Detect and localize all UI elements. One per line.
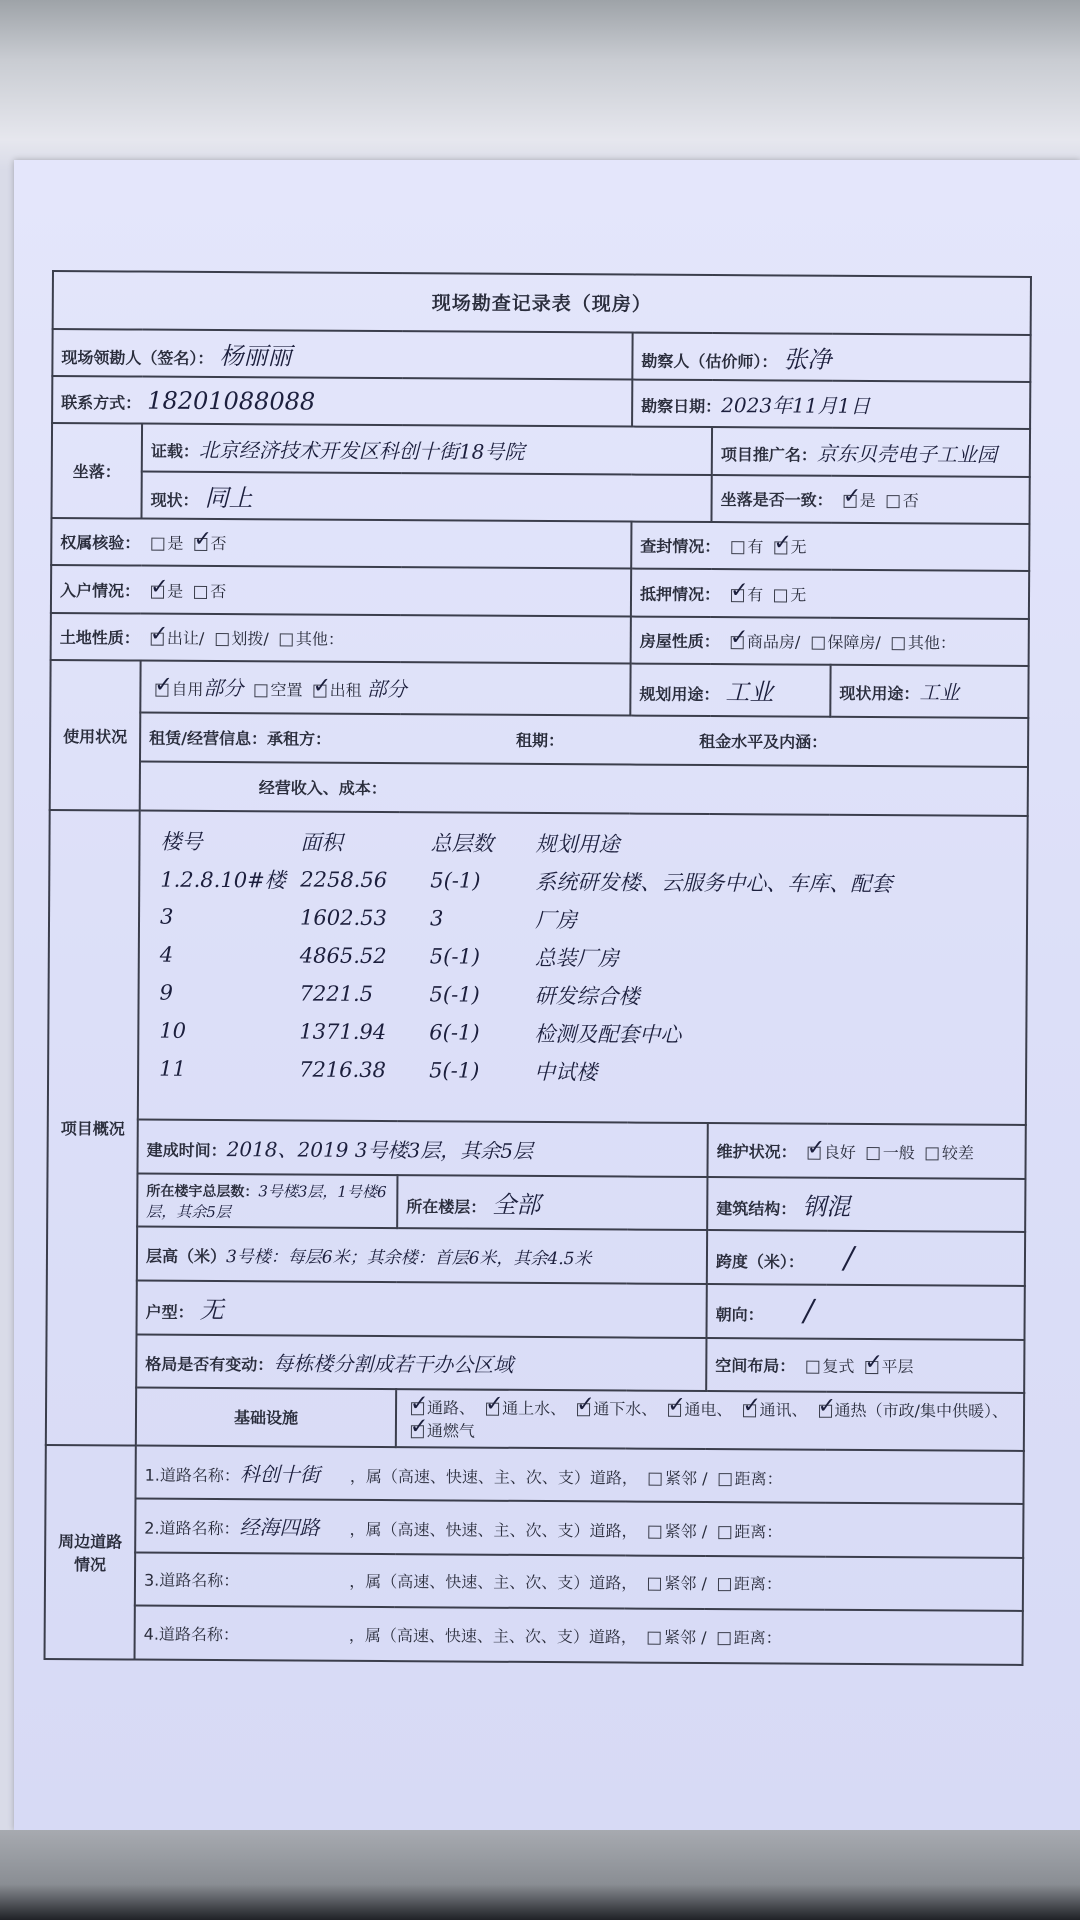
project-name-value[interactable]: 京东贝壳电子工业园 [816, 441, 997, 467]
summary-cell: 4 [159, 943, 174, 968]
summary-header-floors: 总层数 [430, 831, 494, 857]
current-value[interactable]: 同上 [204, 483, 253, 513]
type-label: 户型： [145, 1302, 194, 1323]
seal-have-checkbox[interactable] [731, 541, 744, 554]
layout-change-cell [136, 1334, 706, 1391]
summary-row [159, 1012, 1005, 1055]
usage-status-cell [140, 661, 630, 715]
summary-cell: 3 [429, 906, 444, 931]
infra-road-label: 通路、 [426, 1398, 476, 1418]
consistent-label: 坐落是否一致： [720, 489, 833, 510]
road-3-suffix: ，属（高速、快速、主、次、支）道路， [349, 1571, 638, 1593]
road-4-adjacent-checkbox[interactable] [648, 1631, 661, 1644]
structure-value[interactable]: 钢混 [802, 1192, 851, 1222]
summary-cell: 7216.38 [299, 1058, 387, 1083]
infra-heating-checkbox[interactable] [819, 1405, 832, 1418]
road-1-distance-checkbox[interactable] [719, 1473, 732, 1486]
house-commodity-checkbox[interactable] [731, 636, 744, 649]
rent-out-note: 部分 [366, 677, 407, 702]
road-2-suffix: ，属（高速、快速、主、次、支）道路， [349, 1520, 638, 1542]
house-other-label: 其他： [907, 633, 956, 653]
ownership-cell [51, 518, 631, 569]
mortgage-none-label: 无 [790, 585, 807, 605]
road-1-adjacent-checkbox[interactable] [649, 1473, 662, 1486]
orient-cell [706, 1284, 1024, 1339]
structure-label: 建筑结构： [716, 1199, 797, 1219]
summary-header-row [160, 822, 1006, 865]
desk-surface [0, 1830, 1080, 1920]
contact-cell [52, 376, 632, 427]
structure-cell [707, 1177, 1025, 1232]
road-row-2: 2.道路名称：经海四路 ，属（高速、快速、主、次、支）道路， 紧邻 / 距离： [135, 1499, 1023, 1558]
span-cell [707, 1230, 1025, 1285]
self-use-label: 自用 [171, 680, 204, 700]
maint-cell [707, 1123, 1025, 1178]
overview-side-label: 项目概况 [46, 810, 140, 1445]
project-name-cell [712, 427, 1030, 476]
current-cell [141, 471, 711, 522]
infra-gas-checkbox[interactable] [411, 1425, 424, 1438]
survey-form-table [44, 270, 1033, 1666]
infra-water-supply-label: 通上水、 [502, 1398, 567, 1419]
self-use-note: 部分 [203, 676, 244, 701]
date-label: 勘察日期： [641, 396, 722, 417]
built-cell [137, 1120, 707, 1177]
floors-cell [137, 1173, 397, 1228]
cert-cell [142, 424, 712, 475]
plan-use-label: 规划用途： [639, 685, 720, 705]
house-label: 房屋性质： [639, 631, 720, 652]
plan-use-cell [630, 664, 830, 717]
entry-label: 入户情况： [59, 580, 141, 601]
maint-good-checkbox[interactable] [808, 1146, 821, 1159]
maint-poor-label: 较差 [941, 1143, 975, 1163]
summary-cell: 1602.53 [299, 906, 387, 931]
road-3-adjacent-checkbox[interactable] [648, 1578, 661, 1591]
road-row-3: 3.道路名称： ，属（高速、快速、主、次、支）道路， 紧邻 / 距离： [135, 1552, 1023, 1611]
summary-cell: 11 [159, 1057, 186, 1082]
floors-label: 所在楼宇总层数： [146, 1183, 259, 1200]
infra-power-label: 通电、 [684, 1399, 733, 1420]
current-use-value[interactable]: 工业 [919, 680, 960, 705]
summary-cell: 10 [159, 1019, 187, 1044]
mortgage-cell [631, 569, 1029, 619]
building-summary [138, 811, 1028, 1125]
layout-change-value[interactable]: 每栋楼分割成若干办公区域 [273, 1351, 514, 1377]
road-2-distance-label: 距离： [734, 1522, 783, 1542]
summary-cell: 5(-1) [429, 982, 480, 1008]
infra-drainage-label: 通下水、 [593, 1399, 658, 1419]
road-1-prefix: 1.道路名称： [144, 1465, 240, 1486]
space-flat-checkbox[interactable] [865, 1361, 878, 1374]
orient-label: 朝向： [715, 1305, 764, 1325]
road-4-name[interactable] [239, 1640, 349, 1641]
road-row-1: 1.道路名称：科创十街 ，属（高速、快速、主、次、支）道路， 紧邻 / 距离： [135, 1445, 1023, 1504]
contact-label: 联系方式： [61, 392, 142, 413]
vacant-checkbox[interactable] [255, 685, 268, 698]
land-transfer-checkbox[interactable] [151, 633, 164, 646]
land-label: 土地性质： [59, 628, 140, 648]
infra-drainage-checkbox[interactable] [577, 1403, 590, 1416]
orient-slash-mark: / [803, 1293, 814, 1329]
summary-cell: 3 [159, 905, 174, 930]
consistent-yes-label: 是 [859, 490, 876, 510]
maint-normal-label: 一般 [882, 1142, 915, 1162]
infra-power-checkbox[interactable] [668, 1404, 681, 1417]
date-value[interactable]: 2023年11月1日 [721, 393, 871, 419]
road-2-adjacent-checkbox[interactable] [649, 1526, 662, 1539]
entry-no-checkbox[interactable] [194, 586, 207, 599]
house-other-checkbox[interactable] [892, 637, 905, 650]
leader-signature[interactable]: 杨丽丽 [219, 341, 292, 371]
space-flat-label: 平层 [881, 1356, 914, 1377]
house-commodity-label: 商品房 [746, 632, 795, 652]
lease-term-label: 租期： [516, 730, 565, 750]
road-2-name[interactable]: 经海四路 [239, 1515, 320, 1541]
contact-value[interactable]: 18201088088 [147, 386, 316, 416]
infra-cell [396, 1389, 1024, 1450]
income-label: 经营收入、成本： [258, 778, 387, 799]
road-4-adjacent-label: 紧邻 [663, 1627, 697, 1647]
entry-yes-label: 是 [167, 581, 184, 601]
land-other-checkbox[interactable] [280, 633, 293, 646]
seal-none-checkbox[interactable] [774, 542, 787, 555]
floors-value[interactable]: 3号楼3层，1号楼6层，其余5层 [146, 1181, 387, 1221]
road-3-name[interactable] [239, 1586, 349, 1587]
road-1-distance-label: 距离： [734, 1469, 783, 1489]
height-cell [137, 1227, 707, 1284]
space-duplex-checkbox[interactable] [806, 1360, 819, 1373]
current-label: 现状： [150, 490, 199, 510]
ownership-yes-checkbox[interactable] [151, 538, 164, 551]
current-use-label: 现状用途： [839, 684, 920, 704]
summary-row [160, 860, 1006, 903]
usage-side-label: 使用状况 [50, 660, 141, 811]
house-affordable-label: 保障房 [827, 632, 876, 653]
vacant-label: 空置 [270, 680, 303, 700]
form-title: 现场勘查记录表（现房） [53, 271, 1031, 335]
summary-cell: 系统研发楼、云服务中心、车库、配套 [535, 870, 893, 897]
summary-row [159, 1050, 1005, 1093]
summary-header-use: 规划用途 [535, 832, 620, 857]
entry-yes-checkbox[interactable] [151, 585, 164, 598]
leader-cell [52, 329, 632, 380]
infra-gas-label: 通燃气 [426, 1421, 475, 1441]
road-3-adjacent-label: 紧邻 [664, 1573, 697, 1593]
location-label: 坐落： [51, 423, 142, 518]
house-cell: 房屋性质： ✓ 商品房/ 保障房/ 其他： [631, 616, 1029, 666]
income-cell [140, 762, 1028, 817]
summary-cell: 检测及配套中心 [534, 1022, 682, 1048]
date-cell [632, 380, 1030, 430]
infra-telecom-label: 通讯、 [759, 1400, 808, 1420]
mortgage-have-checkbox[interactable] [731, 589, 744, 602]
height-value[interactable]: 3号楼：每层6米；其余楼：首层6米，其余4.5米 [225, 1246, 592, 1270]
summary-cell: 6(-1) [429, 1020, 480, 1046]
road-3-distance-checkbox[interactable] [718, 1578, 731, 1591]
space-cell [706, 1338, 1024, 1393]
entry-no-label: 否 [210, 581, 227, 601]
consistent-no-label: 否 [902, 491, 919, 511]
seal-none-label: 无 [790, 537, 807, 557]
surveyor-cell [632, 332, 1030, 382]
plan-use-value[interactable]: 工业 [725, 678, 774, 707]
leader-label: 现场领勘人（签名）： [61, 347, 214, 368]
maint-normal-checkbox[interactable] [867, 1147, 880, 1160]
mortgage-none-checkbox[interactable] [774, 589, 787, 602]
seal-label: 查封情况： [640, 536, 721, 557]
road-4-suffix: ，属（高速、快速、主、次、支）道路， [348, 1625, 638, 1647]
rent-level-label: 租金水平及内涵： [699, 731, 828, 752]
summary-cell: 2258.56 [300, 868, 388, 893]
road-row-4: 4.道路名称： ，属（高速、快速、主、次、支）道路， 紧邻 / 距离： [135, 1606, 1023, 1665]
summary-cell: 厂房 [534, 908, 578, 933]
road-3-prefix: 3.道路名称： [143, 1570, 240, 1591]
road-2-adjacent-label: 紧邻 [664, 1522, 697, 1542]
summary-cell: 4865.52 [299, 944, 387, 969]
type-cell [137, 1281, 707, 1338]
lease-cell [140, 712, 1028, 767]
infra-telecom-checkbox[interactable] [743, 1404, 756, 1417]
floor-cell [397, 1175, 707, 1230]
infra-water-supply-checkbox[interactable] [486, 1403, 499, 1416]
summary-cell: 7221.5 [299, 982, 374, 1007]
summary-row [159, 974, 1005, 1017]
rent-out-label: 出租 [329, 681, 362, 701]
cert-label: 证载： [150, 441, 199, 461]
land-cell: 土地性质： ✓ 出让/ 划拨/ 其他： [51, 613, 631, 664]
road-3-distance-label: 距离： [733, 1574, 783, 1594]
floor-value[interactable]: 全部 [492, 1190, 541, 1220]
surveyor-label: 勘察人（估价师）： [641, 351, 778, 372]
summary-cell: 5(-1) [429, 944, 481, 970]
ownership-no-checkbox[interactable] [195, 538, 208, 551]
summary-row [160, 898, 1006, 941]
summary-cell: 1371.94 [299, 1020, 387, 1045]
built-label: 建成时间： [146, 1140, 227, 1160]
ownership-yes-label: 是 [167, 533, 184, 554]
built-value[interactable]: 2018、2019 3号楼3层，其余5层 [226, 1136, 534, 1163]
land-allocate-checkbox[interactable] [215, 633, 228, 646]
road-1-name[interactable]: 科创十街 [239, 1462, 321, 1487]
summary-cell: 研发综合楼 [534, 984, 640, 1010]
span-label: 跨度（米）： [715, 1251, 805, 1272]
mortgage-label: 抵押情况： [639, 584, 721, 604]
height-label: 层高（米） [145, 1246, 227, 1266]
floor-label: 所在楼层： [406, 1197, 487, 1217]
infra-side-label: 基础设施 [136, 1388, 396, 1447]
cert-value[interactable]: 北京经济技术开发区科创十街18号院 [198, 437, 525, 464]
type-value[interactable]: 无 [199, 1296, 224, 1325]
maint-label: 维护状况： [716, 1141, 797, 1162]
land-transfer-label: 出让 [166, 628, 199, 648]
roads-side-label: 周边道路情况 [45, 1445, 136, 1660]
ownership-label: 权属核验： [60, 533, 141, 553]
summary-cell: 9 [159, 981, 174, 1006]
space-duplex-label: 复式 [822, 1356, 855, 1376]
road-4-prefix: 4.道路名称： [143, 1624, 240, 1644]
summary-cell: 总装厂房 [534, 946, 619, 971]
land-other-label: 其他： [295, 629, 344, 649]
maint-poor-checkbox[interactable] [926, 1147, 939, 1160]
surveyor-signature[interactable]: 张净 [783, 345, 832, 374]
seal-have-label: 有 [747, 537, 764, 557]
road-1-suffix: ，属（高速、快速、主、次、支）道路， [349, 1466, 638, 1488]
road-2-distance-checkbox[interactable] [718, 1527, 731, 1540]
layout-change-label: 格局是否有变动： [145, 1354, 274, 1375]
paper-sheet [14, 160, 1080, 1830]
mortgage-have-label: 有 [747, 584, 764, 604]
road-2-prefix: 2.道路名称： [144, 1519, 240, 1539]
summary-cell: 5(-1) [430, 868, 481, 894]
land-allocate-label: 划拨 [231, 629, 264, 649]
summary-cell: 中试楼 [534, 1060, 598, 1085]
house-affordable-checkbox[interactable] [811, 637, 824, 650]
project-name-label: 项目推广名： [720, 444, 817, 465]
lease-label: 租赁/经营信息：承租方： [149, 728, 332, 749]
consistent-yes-checkbox[interactable] [844, 495, 857, 508]
current-use-cell [830, 665, 1028, 718]
summary-header-area: 面积 [300, 831, 343, 856]
summary-header-building: 楼号 [160, 830, 203, 855]
road-4-distance-label: 距离： [733, 1627, 782, 1648]
entry-cell [51, 565, 631, 616]
infra-heating-label: 通热（市政/集中供暖）、 [834, 1400, 1009, 1421]
road-1-adjacent-label: 紧邻 [664, 1468, 698, 1488]
road-4-distance-checkbox[interactable] [718, 1632, 731, 1645]
ownership-no-label: 否 [210, 534, 227, 554]
summary-cell: 5(-1) [429, 1058, 480, 1084]
seal-cell [631, 522, 1029, 572]
summary-cell: 1.2.8.10#楼 [160, 868, 286, 893]
rent-out-checkbox[interactable] [314, 685, 327, 698]
self-use-checkbox[interactable] [155, 684, 168, 697]
span-slash-mark: / [843, 1240, 855, 1276]
consistent-no-checkbox[interactable] [887, 495, 900, 508]
summary-row [160, 936, 1006, 979]
maint-good-label: 良好 [823, 1142, 856, 1162]
consistent-cell [711, 475, 1029, 524]
space-label: 空间布局： [715, 1355, 796, 1376]
